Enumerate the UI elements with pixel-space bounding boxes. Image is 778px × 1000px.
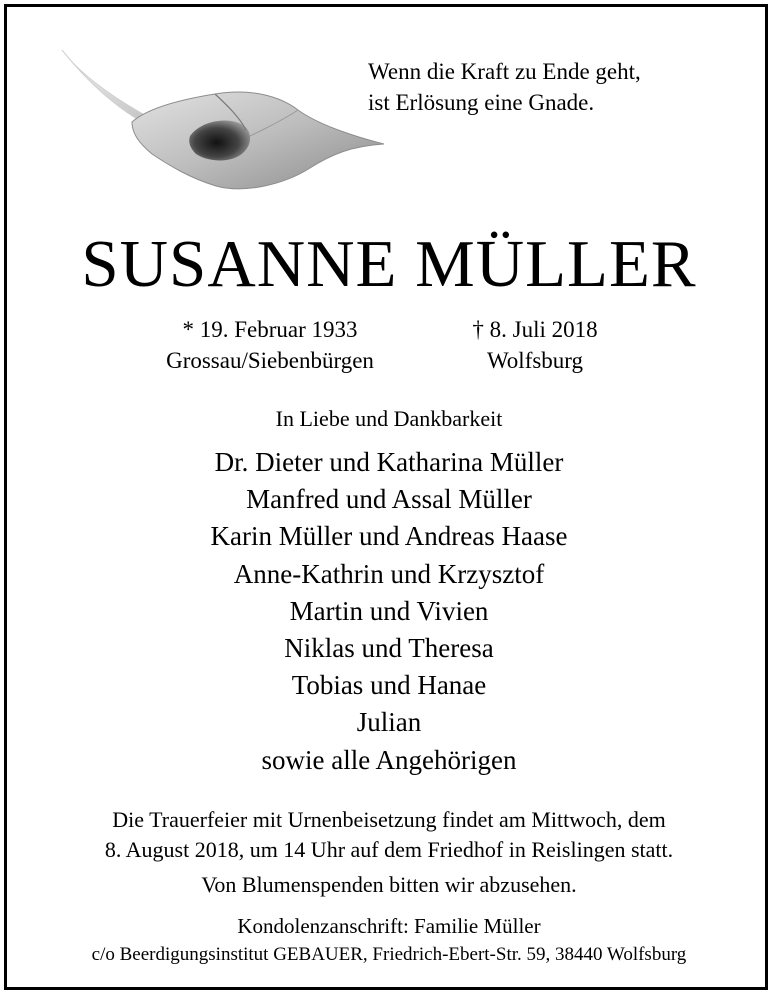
- deceased-name: SUSANNE MÜLLER: [81, 227, 697, 301]
- birth-place: Grossau/Siebenbürgen: [166, 348, 374, 373]
- mourner-line: Manfred und Assal Müller: [246, 484, 532, 515]
- mourner-line: Martin und Vivien: [289, 595, 489, 626]
- condolence-street-address: c/o Beerdigungsinstitut GEBAUER, Friedrich-Ebert-Str. 59, 38440 Wolfsburg: [91, 944, 687, 965]
- motto: [368, 56, 641, 118]
- mourner-line: Anne-Kathrin und Krzysztof: [233, 558, 545, 589]
- condolence-title: Kondolenzanschrift: Familie Müller: [237, 914, 541, 938]
- flowers-note: Von Blumenspenden bitten wir abzusehen.: [201, 872, 577, 897]
- mourner-line: sowie alle Angehörigen: [261, 744, 517, 775]
- condolence-address: [0, 912, 778, 968]
- funeral-notice: [0, 805, 778, 864]
- calla-lily-icon: [40, 26, 385, 214]
- mourners-list: [0, 444, 778, 779]
- motto-line-1: Wenn die Kraft zu Ende geht,: [368, 59, 641, 84]
- death-place: Wolfsburg: [486, 348, 584, 373]
- death-date: † 8. Juli 2018: [472, 317, 598, 342]
- intro-text: In Liebe und Dankbarkeit: [275, 406, 503, 431]
- motto-line-2: ist Erlösung eine Gnade.: [368, 90, 595, 115]
- funeral-notice-line-1: Die Trauerfeier mit Urnenbeisetzung findet am Mittwoch, dem: [112, 807, 666, 832]
- mourner-line: Karin Müller und Andreas Haase: [210, 521, 568, 552]
- birth-info: [130, 314, 410, 376]
- death-info: [415, 314, 655, 376]
- funeral-notice-line-2: 8. August 2018, um 14 Uhr auf dem Friedhof in Reislingen statt.: [104, 836, 674, 862]
- mourner-line: Niklas und Theresa: [284, 633, 494, 664]
- mourner-line: Dr. Dieter und Katharina Müller: [214, 447, 564, 477]
- birth-date: * 19. Februar 1933: [182, 317, 358, 342]
- mourner-line: Tobias und Hanae: [291, 670, 487, 701]
- mourner-line: Julian: [356, 707, 422, 738]
